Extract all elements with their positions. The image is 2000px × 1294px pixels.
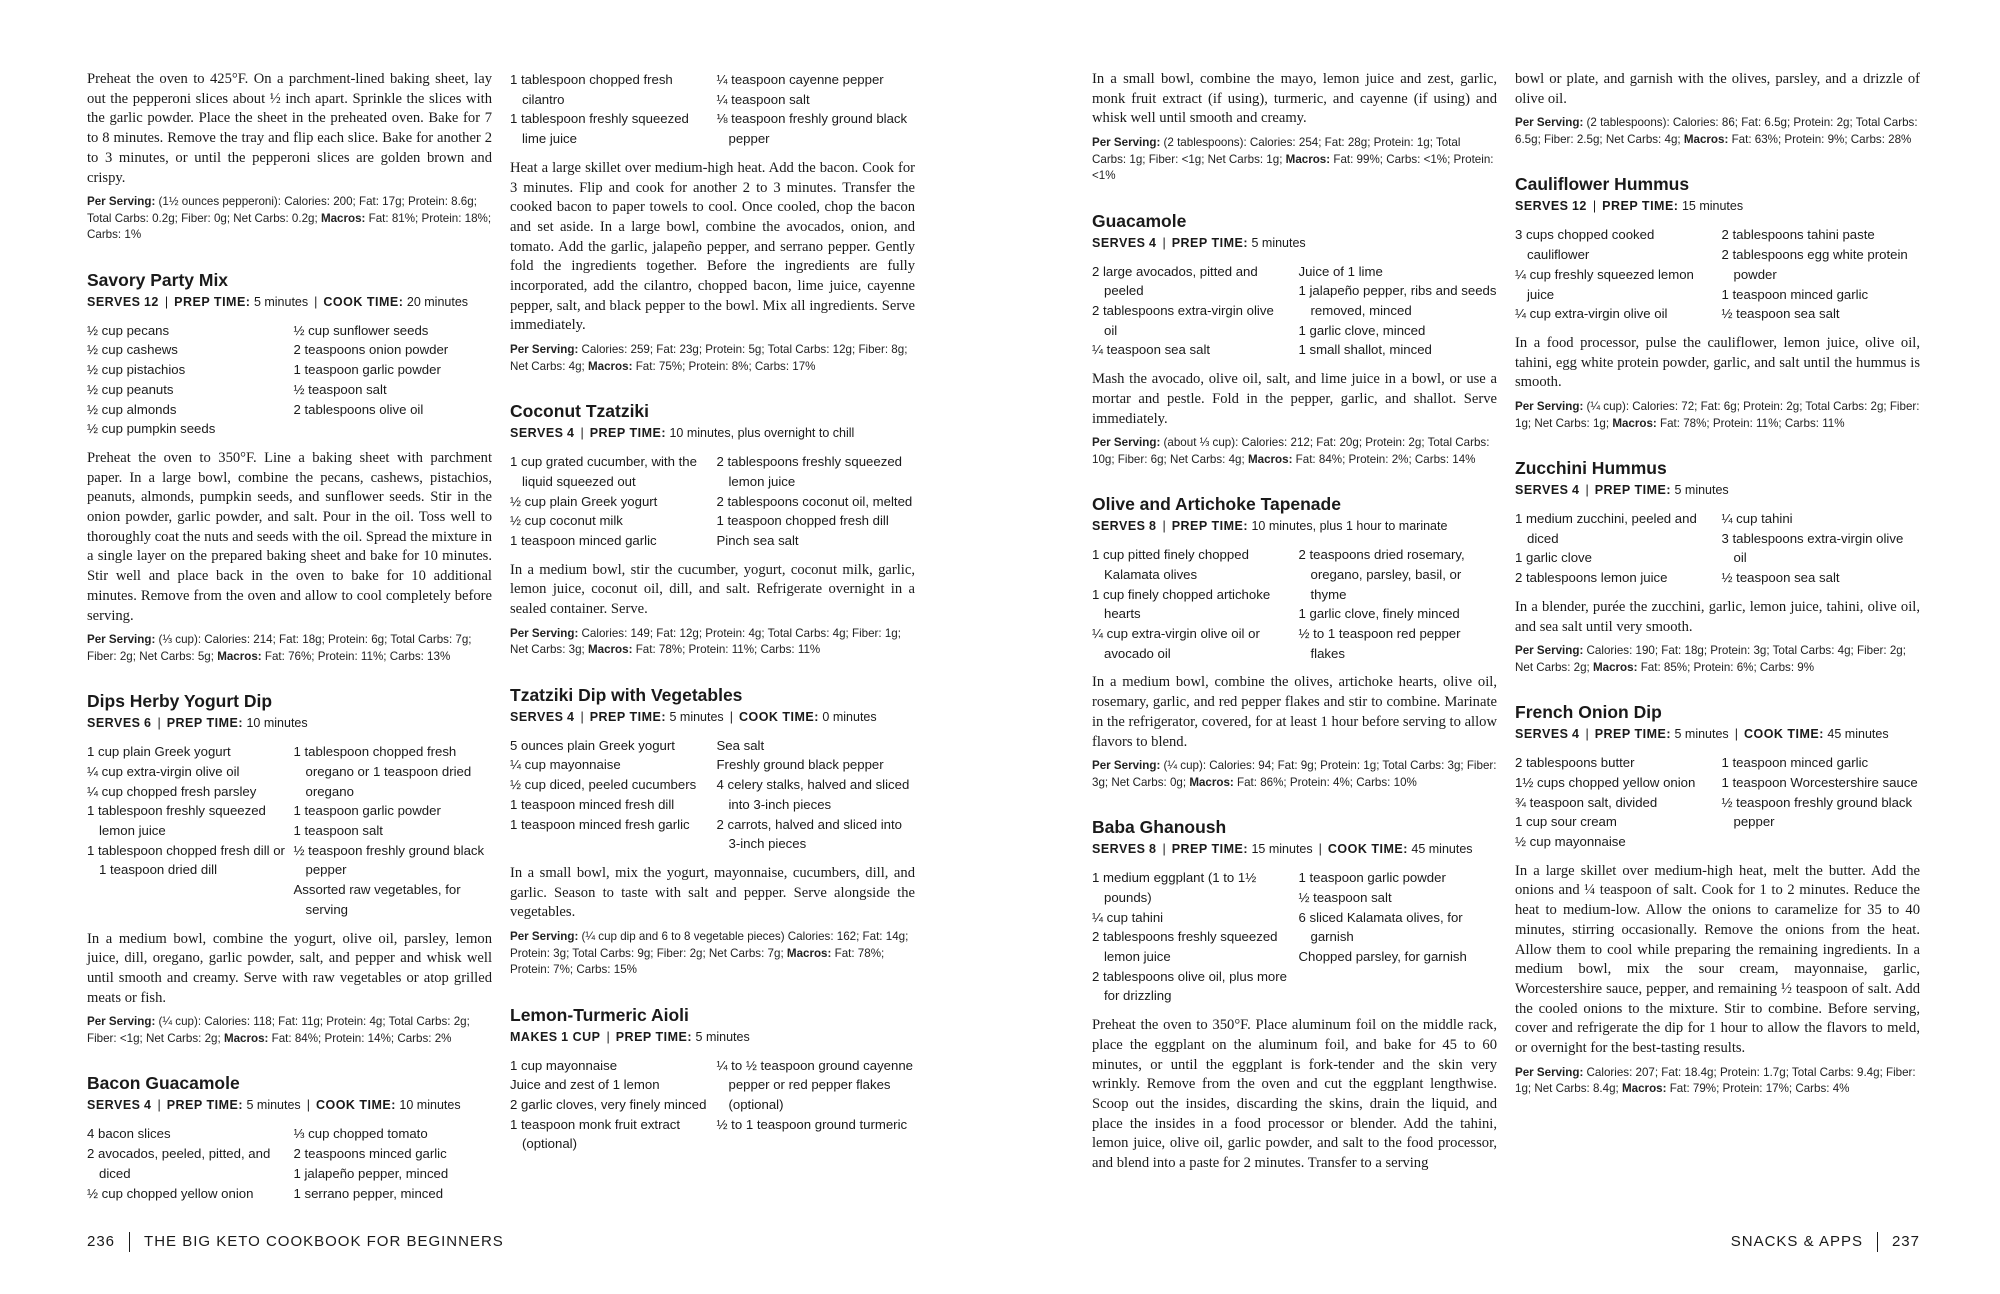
- ingredient: ½ teaspoon sea salt: [1721, 306, 1840, 322]
- recipe-savory-party-mix: [87, 270, 492, 666]
- ingredient: 1 teaspoon minced fresh garlic: [510, 816, 690, 832]
- recipe-nutrition: Per Serving: Calories: 190; Fat: 18g; Protein: 3g; Total Carbs: 4g; Fiber: 2g; Net Carbs: 2g; Macros: Fat: 85%; Protein: 6%; Carbs: 9%: [1515, 644, 1906, 674]
- ingredients-left: [1092, 545, 1291, 663]
- recipe-guacamole: [1092, 211, 1497, 469]
- ingredient: ⅓ cup chopped tomato: [293, 1126, 428, 1142]
- ingredient: 2 teaspoons onion powder: [293, 342, 449, 358]
- recipe-method: In a medium bowl, combine the yogurt, olive oil, parsley, lemon juice, dill, oregano, garlic powder, salt, and pepper and whisk well until smooth and creamy. Serve with raw vegetables or atop grilled meats or fish.: [87, 930, 492, 1006]
- ingredient: 2 teaspoons minced garlic: [293, 1146, 447, 1162]
- ingredient: ½ cup diced, peeled cucumbers: [510, 777, 697, 793]
- book-title: THE BIG KETO COOKBOOK FOR BEGINNERS: [144, 1232, 504, 1250]
- page-number: 236: [87, 1232, 116, 1250]
- ingredient: ¼ teaspoon salt: [716, 91, 810, 107]
- ingredient: 1 tablespoon freshly squeezed lemon juice: [87, 803, 266, 839]
- ingredient: 2 tablespoons coconut oil, melted: [716, 493, 913, 509]
- ingredient: 1½ cups chopped yellow onion: [1515, 774, 1696, 790]
- ingredient-list: [87, 1124, 492, 1203]
- recipe-french-onion-dip: [1515, 702, 1920, 1098]
- ingredient: ½ cup pumpkin seeds: [87, 421, 216, 437]
- ingredient: ½ cup almonds: [87, 401, 177, 417]
- recipe-method: In a blender, purée the zucchini, garlic, lemon juice, tahini, olive oil, and sea salt until very smooth.: [1515, 598, 1920, 635]
- ingredient: 2 tablespoons freshly squeezed lemon juice: [1092, 929, 1278, 965]
- ingredient: 1 small shallot, minced: [1298, 342, 1432, 358]
- ingredient: ½ to 1 teaspoon red pepper flakes: [1298, 626, 1461, 661]
- ingredient: ¼ teaspoon sea salt: [1092, 342, 1211, 358]
- ingredients-right: [294, 321, 493, 439]
- ingredients-left: [87, 742, 286, 919]
- recipe-tzatziki-dip: [510, 685, 915, 979]
- recipe-nutrition: Per Serving: (¼ cup): Calories: 118; Fat: 11g; Protein: 4g; Total Carbs: 2g; Fiber: <1g; Net Carbs: 2g; Macros: Fat: 84%; Protein: 14%; Carbs: 2%: [87, 1015, 470, 1045]
- ingredient: ¼ cup tahini: [1721, 511, 1793, 527]
- ingredient: 2 tablespoons tahini paste: [1721, 227, 1875, 243]
- pepperoni-nutrition: Per Serving: (1½ ounces pepperoni): Calories: 200; Fat: 17g; Protein: 8.6g; Total Carbs: 0.2g; Fiber: 0g; Net Carbs: 0.2g; Macros: Fat: 81%; Protein: 18%; Carbs: 1%: [87, 195, 492, 242]
- recipe-title: Guacamole: [1092, 210, 1187, 231]
- recipe-meta: SERVES 12 | PREP TIME: 5 minutes | COOK TIME: 20 minutes: [87, 294, 469, 309]
- left-page-column-2: [510, 70, 915, 1164]
- ingredient-list: [1092, 262, 1497, 361]
- ingredient: 1 tablespoon chopped fresh dill or 1 teaspoon dried dill: [87, 842, 285, 878]
- ingredient: Sea salt: [716, 737, 765, 753]
- footer-divider: [1877, 1232, 1878, 1252]
- ingredient-list: [1515, 225, 1920, 324]
- recipe-title: Coconut Tzatziki: [510, 401, 650, 422]
- ingredient: ¼ cup extra-virgin olive oil: [87, 763, 240, 779]
- ingredient: 1 cup grated cucumber, with the liquid squeezed out: [510, 454, 697, 489]
- ingredient: 4 bacon slices: [87, 1126, 171, 1142]
- ingredient: 2 garlic cloves, very finely minced: [510, 1097, 707, 1112]
- ingredient: ½ teaspoon freshly ground black pepper: [1721, 794, 1913, 830]
- ingredient: ½ cup peanuts: [87, 381, 174, 397]
- ingredients-right: [717, 736, 916, 854]
- ingredients-left: [87, 1124, 286, 1203]
- recipe-method: In a medium bowl, combine the olives, artichoke hearts, olive oil, rosemary, garlic, and red pepper flakes and stir to combine. Marinate in the refrigerator, covered, for at least 1 hour before serving to allow flavors to blend.: [1092, 674, 1497, 750]
- ingredient: 1 teaspoon salt: [293, 823, 383, 839]
- recipe-nutrition: Per Serving: (about ⅓ cup): Calories: 212; Fat: 20g; Protein: 2g; Total Carbs: 10g; Fiber: 6g; Net Carbs: 4g; Macros: Fat: 84%; Protein: 2%; Carbs: 14%: [1092, 436, 1490, 466]
- ingredient: 1 cup plain Greek yogurt: [87, 744, 231, 760]
- recipe-coconut-tzatziki: [510, 401, 915, 659]
- ingredient: 2 teaspoons dried rosemary, oregano, parsley, basil, or thyme: [1298, 547, 1465, 602]
- recipe-nutrition: Per Serving: (⅓ cup): Calories: 214; Fat: 18g; Protein: 6g; Total Carbs: 7g; Fiber: 2g; Net Carbs: 5g; Macros: Fat: 76%; Protein: 11%; Carbs: 13%: [87, 633, 472, 663]
- ingredient: 1 garlic clove: [1515, 550, 1592, 566]
- section-title: SNACKS & APPS: [1730, 1232, 1863, 1250]
- recipe-method: Preheat the oven to 350°F. Place aluminum foil on the middle rack, place the eggplant on the aluminum foil, and bake for 45 to 60 minutes, or until the eggplant is fork-tender and the skin very wrinkly. Remove from the oven and cut the eggplant lengthwise. Scoop out the insides, discarding the skins, drain the liquid, and place the insides in a food processor or blender. Add the tahini, lemon juice, olive oil, garlic powder, and salt to the food processor, and blend into a paste for 2 minutes. Transfer to a serving: [1092, 1017, 1497, 1172]
- ingredients-right: [1722, 225, 1921, 324]
- ingredient: 1 serrano pepper, minced: [293, 1185, 444, 1201]
- ingredient: 2 tablespoons olive oil, plus more for drizzling: [1092, 968, 1287, 1004]
- recipe-meta: SERVES 8 | PREP TIME: 15 minutes | COOK TIME: 45 minutes: [1092, 842, 1473, 857]
- recipe-method: Heat a large skillet over medium-high heat. Add the bacon. Cook for 3 minutes. Flip and cook for another 2 to 3 minutes. Transfer the cooked bacon to paper towels to cool. Once cooled, chop the bacon and set aside. In a large bowl, combine the avocados, onion, and tomato. Add the garlic, jalapeño pepper, and serrano pepper. Gently fold the ingredients together. Before the ingredients are fully incorporated, add the cilantro, chopped bacon, lime juice, cayenne pepper, salt, and black pepper to the bowl. Mix all ingredients. Serve immediately.: [510, 159, 915, 334]
- ingredient: ¼ cup extra-virgin olive oil: [1515, 306, 1668, 322]
- recipe-method: In a small bowl, combine the mayo, lemon juice and zest, garlic, monk fruit extract (if using), turmeric, and cayenne (if using) and whisk well until smooth and creamy.: [1092, 71, 1497, 127]
- ingredient: 2 carrots, halved and sliced into 3-inch pieces: [716, 816, 902, 852]
- ingredient: 1 jalapeño pepper, ribs and seeds removed, minced: [1298, 283, 1497, 319]
- recipe-meta: SERVES 4 | PREP TIME: 5 minutes | COOK TIME: 0 minutes: [510, 709, 877, 724]
- recipe-meta: SERVES 4 | PREP TIME: 5 minutes: [1515, 483, 1729, 498]
- ingredient: 1 garlic clove, finely minced: [1298, 606, 1460, 622]
- recipe-method: In a food processor, pulse the cauliflower, lemon juice, olive oil, tahini, egg white protein powder, garlic, and salt until the hummus is smooth.: [1515, 334, 1920, 391]
- ingredient: 1 teaspoon garlic powder: [1298, 870, 1446, 886]
- ingredient: 2 tablespoons olive oil: [293, 401, 424, 417]
- ingredient-list: [510, 452, 915, 551]
- ingredient: 1 teaspoon garlic powder: [293, 362, 441, 378]
- ingredient: ¼ cup mayonnaise: [510, 757, 621, 773]
- recipe-title: Dips Herby Yogurt Dip: [87, 691, 273, 712]
- ingredient: ½ cup pistachios: [87, 362, 186, 378]
- ingredient: 2 tablespoons butter: [1515, 755, 1635, 771]
- ingredient: 1 teaspoon garlic powder: [293, 803, 441, 819]
- ingredient: 3 tablespoons extra-virgin olive oil: [1721, 530, 1904, 566]
- recipe-nutrition: Per Serving: (2 tablespoons): Calories: 86; Fat: 6.5g; Protein: 2g; Total Carbs: 6.5g; Fiber: 2.5g; Net Carbs: 4g; Macros: Fat: 63%; Protein: 9%; Carbs: 28%: [1515, 116, 1918, 146]
- ingredients-right: [294, 1124, 493, 1203]
- recipe-method: Mash the avocado, olive oil, salt, and lime juice in a bowl, or use a mortar and pestle. Fold in the pepper, garlic, and shallot. Serve immediately.: [1092, 371, 1497, 427]
- ingredient: 4 celery stalks, halved and sliced into 3-inch pieces: [716, 777, 910, 812]
- ingredient: ½ teaspoon sea salt: [1721, 570, 1840, 586]
- recipe-herby-yogurt-dip: [87, 691, 492, 1047]
- ingredient-list: [1515, 509, 1920, 588]
- ingredient: 1 jalapeño pepper, minced: [293, 1165, 449, 1181]
- recipe-title: Zucchini Hummus: [1515, 458, 1667, 479]
- pepperoni-method: Preheat the oven to 425°F. On a parchment-lined baking sheet, lay out the pepperoni slices about ½ inch apart. Sprinkle the slices with the garlic powder. Place the sheet in the preheated oven. Bake for 7 to 8 minutes. Remove the tray and flip each slice. Bake for another 2 to 3 minutes, or until the pepperoni slices are golden brown and crispy.: [87, 71, 492, 186]
- ingredient: 1 teaspoon monk fruit extract (optional): [510, 1116, 681, 1152]
- recipe-olive-artichoke-tapenade: [1092, 494, 1497, 791]
- recipe-meta: MAKES 1 CUP | PREP TIME: 5 minutes: [510, 1029, 750, 1044]
- ingredients-right: [717, 1056, 916, 1155]
- ingredient-list: [510, 736, 915, 854]
- ingredient-list: [87, 321, 492, 439]
- ingredient: Juice and zest of 1 lemon: [510, 1077, 660, 1093]
- ingredient-list-continued: [510, 70, 915, 149]
- ingredient: ¼ to ½ teaspoon ground cayenne pepper or red pepper flakes (optional): [716, 1057, 913, 1112]
- ingredient: ¼ cup chopped fresh parsley: [87, 783, 257, 799]
- recipe-meta: SERVES 4 | PREP TIME: 5 minutes | COOK TIME: 45 minutes: [1515, 727, 1889, 742]
- left-page-column-1: [87, 70, 492, 1213]
- ingredient-list: [1092, 545, 1497, 663]
- recipe-nutrition: Per Serving: Calories: 259; Fat: 23g; Protein: 5g; Total Carbs: 12g; Fiber: 8g; Net Carbs: 4g; Macros: Fat: 75%; Protein: 8%; Carbs: 17%: [510, 343, 908, 373]
- ingredient-list: [87, 742, 492, 919]
- ingredients-right: [1299, 868, 1498, 1006]
- ingredients-left: [1515, 225, 1714, 324]
- ingredient: 2 tablespoons extra-virgin olive oil: [1092, 303, 1274, 338]
- ingredients-left: [1515, 509, 1714, 588]
- ingredient: Assorted raw vegetables, for serving: [293, 882, 461, 917]
- recipe-title: Lemon-Turmeric Aioli: [510, 1004, 689, 1025]
- page-number: 237: [1891, 1232, 1920, 1250]
- ingredients-right: [294, 742, 493, 919]
- ingredient: 2 avocados, peeled, pitted, and diced: [87, 1146, 271, 1181]
- ingredient: Juice of 1 lime: [1298, 263, 1383, 279]
- recipe-nutrition: Per Serving: Calories: 207; Fat: 18.4g; Protein: 1.7g; Total Carbs: 9.4g; Fiber: 1g; Net Carbs: 8.4g; Macros: Fat: 79%; Protein: 17%; Carbs: 4%: [1515, 1065, 1916, 1096]
- recipe-nutrition: Per Serving: Calories: 149; Fat: 12g; Protein: 4g; Total Carbs: 4g; Fiber: 1g; Net Carbs: 3g; Macros: Fat: 78%; Protein: 11%; Carbs: 11%: [510, 626, 901, 657]
- ingredient: 1 teaspoon minced garlic: [1721, 755, 1869, 771]
- ingredient: ¼ cup extra-virgin olive oil or avocado oil: [1092, 626, 1260, 661]
- recipe-method-continued: bowl or plate, and garnish with the olives, parsley, and a drizzle of olive oil.: [1515, 71, 1920, 107]
- ingredient: ¼ cup tahini: [1092, 909, 1164, 925]
- ingredients-left: [1515, 753, 1714, 852]
- recipe-meta: SERVES 4 | PREP TIME: 5 minutes: [1092, 235, 1306, 250]
- recipe-bacon-guacamole: [87, 1073, 492, 1203]
- ingredient: 2 tablespoons lemon juice: [1515, 570, 1668, 586]
- recipe-meta: SERVES 4 | PREP TIME: 10 minutes, plus overnight to chill: [510, 426, 855, 441]
- ingredient: 1 cup finely chopped artichoke hearts: [1092, 586, 1271, 622]
- ingredient: ½ to 1 teaspoon ground turmeric: [716, 1116, 908, 1132]
- ingredient: Freshly ground black pepper: [716, 757, 884, 773]
- ingredient: 1 cup mayonnaise: [510, 1057, 618, 1073]
- ingredient: 1 tablespoon chopped fresh oregano or 1 teaspoon dried oregano: [293, 744, 472, 799]
- ingredients-left: [510, 1056, 709, 1155]
- ingredient: ½ cup cashews: [87, 342, 178, 358]
- ingredient: 6 sliced Kalamata olives, for garnish: [1298, 909, 1463, 945]
- ingredient: 1 teaspoon minced fresh dill: [510, 796, 675, 812]
- ingredient: 1 teaspoon chopped fresh dill: [716, 513, 889, 529]
- ingredient: ½ teaspoon salt: [293, 381, 387, 397]
- ingredient: ½ cup coconut milk: [510, 513, 623, 529]
- ingredients-left: [1092, 868, 1291, 1006]
- ingredients-right: [717, 70, 916, 149]
- recipe-meta: SERVES 8 | PREP TIME: 10 minutes, plus 1 hour to marinate: [1092, 519, 1448, 534]
- ingredient: ½ cup pecans: [87, 322, 170, 338]
- recipe-meta: SERVES 6 | PREP TIME: 10 minutes: [87, 716, 308, 731]
- ingredient: 1 garlic clove, minced: [1298, 322, 1426, 338]
- recipe-nutrition: Per Serving: (2 tablespoons): Calories: 254; Fat: 28g; Protein: 1g; Total Carbs: 1g; Fiber: <1g; Net Carbs: 1g; Macros: Fat: 99%; Carbs: <1%; Protein: <1%: [1092, 136, 1494, 183]
- ingredients-right: [1722, 753, 1921, 852]
- recipe-baba-ghanoush: [1092, 817, 1497, 1174]
- ingredients-right: [1299, 262, 1498, 361]
- ingredient: 1 cup pitted finely chopped Kalamata olives: [1092, 547, 1249, 582]
- ingredient: 1 cup sour cream: [1515, 814, 1617, 830]
- recipe-nutrition: Per Serving: (¼ cup): Calories: 72; Fat: 6g; Protein: 2g; Total Carbs: 2g; Fiber: 1g; Net Carbs: 1g; Macros: Fat: 78%; Protein: 11%; Carbs: 11%: [1515, 400, 1920, 430]
- recipe-title: Cauliflower Hummus: [1515, 174, 1690, 195]
- recipe-title: Savory Party Mix: [87, 269, 229, 290]
- ingredient-list: [510, 1056, 915, 1155]
- ingredients-left: [510, 452, 709, 551]
- recipe-zucchini-hummus: [1515, 458, 1920, 676]
- ingredient: 1 medium eggplant (1 to 1½ pounds): [1092, 870, 1257, 905]
- ingredient: 3 cups chopped cooked cauliflower: [1515, 227, 1655, 263]
- recipe-nutrition: Per Serving: (¼ cup dip and 6 to 8 vegetable pieces) Calories: 162; Fat: 14g; Protein: 3g; Total Carbs: 9g; Fiber: 2g; Net Carbs: 7g; Macros: Fat: 78%; Protein: 7%; Carbs: 15%: [510, 930, 909, 977]
- ingredient: 1 tablespoon freshly squeezed lime juice: [510, 111, 689, 147]
- ingredient: 5 ounces plain Greek yogurt: [510, 737, 675, 753]
- ingredient: ½ cup sunflower seeds: [293, 322, 429, 338]
- ingredient: Pinch sea salt: [716, 532, 799, 548]
- ingredient: 2 tablespoons egg white protein powder: [1721, 247, 1908, 282]
- ingredient: ¼ teaspoon cayenne pepper: [716, 72, 884, 87]
- ingredients-left: [510, 736, 709, 854]
- ingredient: ½ teaspoon salt: [1298, 889, 1392, 905]
- ingredient: ½ cup chopped yellow onion: [87, 1185, 254, 1201]
- ingredient: 1 teaspoon minced garlic: [1721, 286, 1869, 302]
- recipe-title: Tzatziki Dip with Vegetables: [510, 684, 743, 705]
- ingredient-list: [1515, 753, 1920, 852]
- recipe-title: French Onion Dip: [1515, 702, 1662, 723]
- ingredient: ⅛ teaspoon freshly ground black pepper: [716, 111, 908, 147]
- recipe-method: In a medium bowl, stir the cucumber, yogurt, coconut milk, garlic, lemon juice, coconut oil, dill, and salt. Refrigerate overnight in a sealed container. Serve.: [510, 561, 915, 618]
- footer-left: [87, 1232, 504, 1252]
- ingredient: 1 teaspoon minced garlic: [510, 532, 657, 548]
- ingredient: 1 medium zucchini, peeled and diced: [1515, 511, 1697, 546]
- ingredient: 1 tablespoon chopped fresh cilantro: [510, 72, 673, 107]
- recipe-meta: SERVES 4 | PREP TIME: 5 minutes | COOK TIME: 10 minutes: [87, 1098, 461, 1113]
- ingredient: 2 tablespoons freshly squeezed lemon juice: [716, 454, 902, 489]
- ingredients-right: [1299, 545, 1498, 663]
- recipe-title: Baba Ghanoush: [1092, 817, 1227, 838]
- ingredient: ½ cup plain Greek yogurt: [510, 493, 658, 509]
- footer-divider: [129, 1232, 130, 1252]
- ingredient: Chopped parsley, for garnish: [1298, 949, 1467, 965]
- recipe-nutrition: Per Serving: (¼ cup): Calories: 94; Fat: 9g; Protein: 1g; Total Carbs: 3g; Fiber: 3g; Net Carbs: 0g; Macros: Fat: 86%; Protein: 4%; Carbs: 10%: [1092, 759, 1497, 789]
- ingredients-right: [717, 452, 916, 551]
- ingredient: 2 large avocados, pitted and peeled: [1092, 263, 1258, 299]
- recipe-meta: SERVES 12 | PREP TIME: 15 minutes: [1515, 199, 1744, 214]
- ingredient: ½ teaspoon freshly ground black pepper: [293, 842, 485, 878]
- right-page-column-2: [1515, 70, 1920, 1124]
- ingredient: 1 teaspoon Worcestershire sauce: [1721, 774, 1918, 790]
- ingredient-list: [1092, 868, 1497, 1006]
- recipe-method: Preheat the oven to 350°F. Line a baking sheet with parchment paper. In a large bowl, combine the pecans, cashews, pistachios, peanuts, almonds, pumpkin seeds, and sunflower seeds. Stir in the onion powder, garlic powder, and salt. Pour in the oil. Toss well to thoroughly coat the nuts and seeds with the oil. Spread the mixture in a single layer on the prepared baking sheet and bake for 10 minutes. Stir well and place back in the oven to bake for 10 additional minutes. Remove from the oven and allow to cool completely before serving.: [87, 449, 492, 624]
- ingredients-right: [1722, 509, 1921, 588]
- recipe-cauliflower-hummus: [1515, 174, 1920, 432]
- ingredient: ¼ cup freshly squeezed lemon juice: [1515, 266, 1694, 302]
- ingredients-left: [510, 70, 709, 149]
- recipe-method: In a large skillet over medium-high heat, melt the butter. Add the onions and ¼ teaspoon of salt. Cook for 1 to 2 minutes. Reduce the heat to medium-low. Allow the onions to caramelize for 35 to 40 minutes, stirring occasionally. Remove the onions from the heat. Allow them to cool while preparing the remaining ingredients. In a medium bowl, mix the sour cream, mayonnaise, garlic, Worcestershire sauce, pepper, and remaining ½ teaspoon of salt. Add the cooled onions to the mixture. Stir to combine. Before serving, cover and refrigerate the dip for 1 hour to allow the flavors to meld, or overnight for the best-tasting results.: [1515, 862, 1920, 1057]
- recipe-method: In a small bowl, mix the yogurt, mayonnaise, cucumbers, dill, and garlic. Season to taste with salt and pepper. Serve alongside the vegetables.: [510, 864, 915, 921]
- right-page-column-1: [1092, 70, 1497, 1180]
- recipe-title: Olive and Artichoke Tapenade: [1092, 494, 1341, 515]
- recipe-lemon-turmeric-aioli: [510, 1005, 915, 1155]
- ingredients-left: [87, 321, 286, 439]
- recipe-title: Bacon Guacamole: [87, 1073, 240, 1094]
- footer-right: [1731, 1232, 1920, 1252]
- ingredient: ¾ teaspoon salt, divided: [1515, 794, 1658, 810]
- ingredients-left: [1092, 262, 1291, 361]
- ingredient: ½ cup mayonnaise: [1515, 834, 1626, 850]
